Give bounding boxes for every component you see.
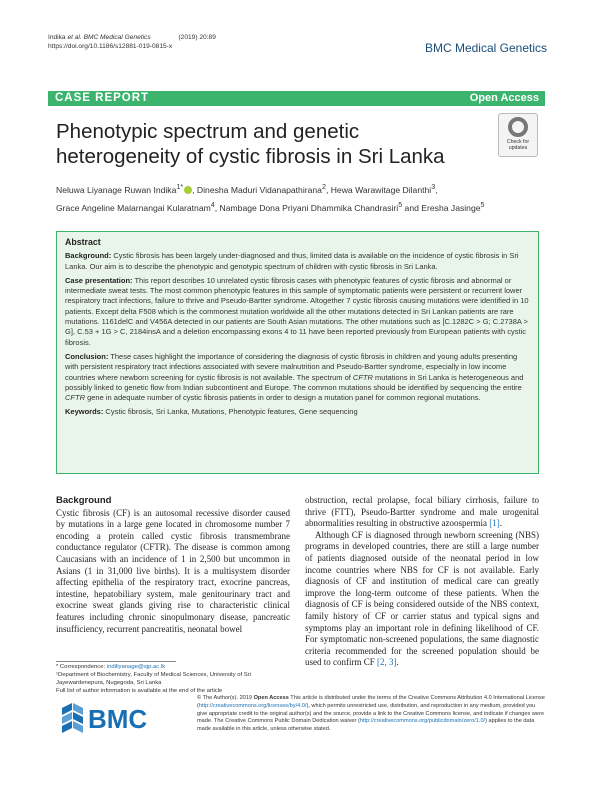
check-for-updates-button[interactable] (498, 113, 538, 157)
license-text: © The Author(s). 2019 (197, 695, 254, 701)
body-column-right (305, 495, 539, 669)
license-url[interactable]: http://creativecommons.org/licenses/by/4.0/ (198, 702, 307, 709)
conclusion-label: Conclusion: (65, 351, 109, 361)
affiliation: ¹Department of Biochemistry, Faculty of Medical Sciences, University of Sri Jayewardenepura, Nugegoda, Sri Lanka (56, 672, 252, 686)
citation-journal: et al. BMC Medical Genetics (67, 34, 151, 41)
abstract-heading: Abstract (65, 237, 101, 247)
author-name[interactable]: , Nambage Dona Priyani Dhammika Chandrasiri (214, 202, 399, 213)
conclusion-text: gene in adequate number of cystic fibrosis patients in order to design a mutation panel for common regional mutations. (85, 393, 481, 403)
case-report-label: CASE REPORT (55, 92, 150, 104)
footnote-divider (56, 661, 176, 662)
background-heading: Background (56, 495, 112, 506)
license-text: ), which permits unrestricted use, distribution, and reproduction in any medium, provided you give appropriate credit to the original author(s) and the source, provide a link to the Creative Commons license, and indicate if changes were made. The Creative Commons Public Domain Dedication waiver ( (197, 702, 545, 725)
abstract-conclusion (65, 352, 530, 403)
body-column-left (56, 495, 290, 635)
author-name[interactable]: and Eresha Jasinge (402, 202, 481, 213)
article-title: Phenotypic spectrum and genetic heterogeneity of cystic fibrosis in Sri Lanka (56, 120, 445, 168)
paragraph-text: Although CF is diagnosed through newborn screening (NBS) programs in developed countries, there are still a large number of patients diagnosed outside of the neonatal period in low income countries where NBS for CF is not available. Early diagnosis of CF and institution of medical care can greatly improve the long-term outcome of these patients. When the diagnosis of CF is being considered outside of the NBS context, family history of CF or carrier status and typical signs and symptoms play an important role in defining likelihood of CF. For symptomatic non-screened populations, the same diagnostic criteria recommended for the screened population should be used to confirm CF (305, 529, 539, 668)
check-updates-icon (508, 117, 528, 137)
author-list: Neluwa Liyanage Ruwan Indika$^{1*}$ , Dinesha Maduri Vidanapathirana$^2$, Hewa Warawitage Dilanthi$^3$, Grace Angeline Malarnangai Kularatnam$^4$, Nambage Dona Priyani Dhammika Chandrasiri$^5$ and Eresha Jasinge$^5$ (56, 183, 485, 213)
abstract-background (65, 251, 530, 272)
author-name[interactable]: Neluwa Liyanage Ruwan Indika (56, 184, 177, 195)
check-badge-line2: updates (508, 145, 528, 151)
author-sup: 2 (321, 183, 326, 191)
case-label: Case presentation: (65, 275, 133, 285)
bmc-logo (60, 702, 180, 734)
abstract-case (65, 276, 530, 348)
gene-name: CFTR (352, 372, 373, 382)
citation-authors: Indika (48, 34, 68, 41)
abstract-box (56, 231, 539, 474)
journal-name: BMC Medical Genetics (424, 41, 547, 55)
author-sup: 3 (431, 183, 436, 191)
full-list-note: Full list of author information is available at the end of the article (56, 688, 223, 694)
license-open-access: Open Access (253, 695, 289, 701)
paragraph-text: . (396, 657, 399, 668)
license-statement (197, 695, 545, 734)
public-domain-url[interactable]: http://creativecommons.org/publicdomain/zero/1.0/ (359, 718, 486, 725)
citation-year: (2019) 20:89 (178, 34, 216, 41)
bmc-logo-mark (62, 703, 83, 733)
abstract-keywords (65, 407, 530, 417)
reference-link[interactable]: [1] (489, 518, 500, 529)
author-sup: 4 (210, 200, 215, 209)
paragraph-text: obstruction, rectal prolapse, focal biliary cirrhosis, failure to thrive (FTT), Pseudo-Bartter syndrome and male urogenital abnormalities resulting in obstructive azoospermia (305, 495, 539, 529)
keywords-label: Keywords: (65, 407, 104, 417)
article-type-banner (48, 91, 545, 106)
license-text: ) applies to the data made available in this article, unless otherwise stated. (197, 718, 535, 733)
author-name[interactable]: Grace Angeline Malarnangai Kularatnam (56, 202, 211, 213)
check-badge-line1: Check for (506, 139, 530, 145)
case-text: This report describes 10 unrelated cystic fibrosis cases with phenotypic features of cystic fibrosis and abnormal or intermediate sweat tests. The most common phenotypic features in this sample of symptomatic patients were persistent or recurrent lower respiratory tract infections, failure to thrive and Pseudo-Bartter syndrome. Altogether 7 cystic fibrosis causing mutations were identified in 10 patients. Except delta F508 which is the commonest mutation worldwide all the other mutations detected in Sri Lankan patients are rare mutations. 1161delC and V456A detected in our patients are South Asian mutations. The other mutations such as [C.1282C > G; C.2738A > G], C.53 + 1G > C, 2184insA and a deletion encompassing exons 4 to 11 have been reported previously from European patients with cystic fibrosis. (65, 275, 529, 347)
body-paragraph (305, 530, 539, 669)
author-name[interactable]: , Hewa Warawitage Dilanthi (325, 184, 432, 195)
body-paragraph: Cystic fibrosis (CF) is an autosomal recessive disorder caused by mutations in a large gene located in chromosome number 7 encoding a protein called cystic fibrosis transmembrane conductance regulator (CFTR). The disease is common among Caucasians with an incidence of 1 in 2,500 but uncommon in Asians (1 in 31,000 live births). It is a multisystem disorder affecting epithelia of the respiratory tract, exocrine pancreas, intestine, hepatobiliary system, male genitourinary tract and exocrine sweat glands giving rise to characteristic clinical features including chronic sinopulmonary disease, pancreatic insufficiency, recurrent pancreatitis, neonatal bowel (56, 507, 290, 634)
bmc-logo-text: BMC (88, 704, 148, 734)
background-text: Cystic fibrosis has been largely under-diagnosed and thus, limited data is available on the incidence of cystic fibrosis in Sri Lanka. Our aim is to describe the phenotypic and genotypic spectrum of children with cystic fibrosis in Sri Lanka. (65, 251, 519, 271)
license-text: This article is distributed under the terms of the Creative Commons Attribution 4.0 International License ( (197, 695, 545, 709)
author-sup: 5 (398, 200, 403, 209)
correspondence-label: * Correspondence: (56, 664, 107, 670)
paragraph-text: . (499, 518, 502, 529)
author-sup: 5 (480, 200, 485, 209)
keywords-text: Cystic fibrosis, Sri Lanka, Mutations, Phenotypic features, Gene sequencing (103, 407, 358, 417)
background-label: Background: (65, 251, 112, 261)
conclusion-text: mutations in Sri Lanka is heterogeneous and possibly linked to genetic flow from Indian subcontinent and Europe. The common mutations should be identified by sequencing the entire (65, 372, 524, 392)
doi-link[interactable]: https://doi.org/10.1186/s12881-019-0815-x (48, 43, 173, 50)
reference-link[interactable]: [2, 3] (377, 657, 397, 668)
correspondence-email[interactable]: indiliyanage@sjp.ac.lk (106, 664, 166, 670)
gene-name: CFTR (65, 393, 85, 403)
orcid-icon[interactable] (184, 186, 192, 194)
author-name[interactable]: , Dinesha Maduri Vidanapathirana (192, 184, 322, 195)
conclusion-text: These cases highlight the importance of considering the diagnosis of cystic fibrosis in children and young adults presenting with persistent respiratory tract infections associated with severe malnutrition and Pseudo-Bartter syndrome, especially in low income countries where newborn screening for cystic fibrosis is not available. The spectrum of (65, 351, 518, 382)
open-access-label: Open Access (469, 92, 539, 104)
body-paragraph (305, 495, 539, 530)
footnotes (56, 663, 292, 695)
citation-header (48, 33, 216, 51)
author-sup: 1* (176, 183, 184, 191)
